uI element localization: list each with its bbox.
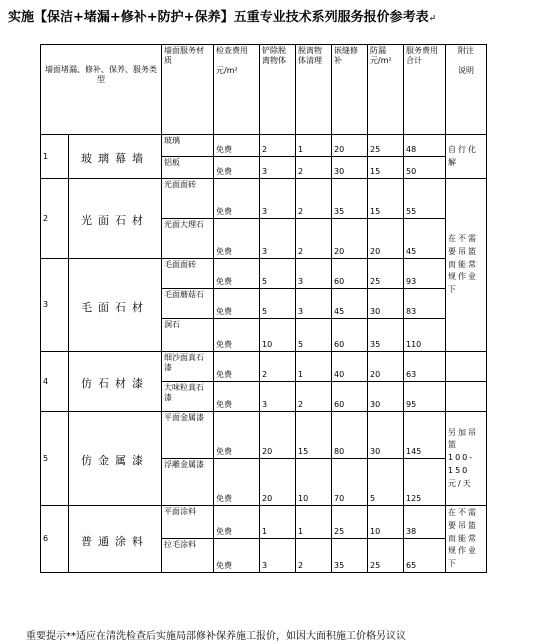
cell-c: 80: [332, 412, 368, 459]
cell-mat: 毛面面砖: [162, 259, 214, 289]
cell-insp: 免费: [214, 179, 260, 219]
remark-cell: 在不需要吊篮而能常规作业下: [446, 179, 487, 352]
cell-c: 60: [332, 319, 368, 352]
cell-a: 20: [260, 459, 296, 506]
cell-t: 55: [404, 179, 446, 219]
cell-d: 15: [368, 157, 404, 179]
cell-c: 40: [332, 352, 368, 382]
table-row: [41, 412, 487, 459]
header-note: 附注 说明: [446, 45, 487, 135]
cell-d: 25: [368, 135, 404, 157]
cell-d: 20: [368, 219, 404, 259]
cell-d: 30: [368, 289, 404, 319]
table-row: [41, 135, 487, 157]
cell-insp: 免费: [214, 506, 260, 539]
cell-insp: 免费: [214, 539, 260, 573]
cell-d: 15: [368, 179, 404, 219]
remark-cell: 自行化解: [446, 135, 487, 179]
header-material: 墙面服务材质: [162, 45, 214, 135]
price-table: [40, 44, 487, 573]
cell-mat: 平面金属漆: [162, 412, 214, 459]
cell-mat: 铝板: [162, 157, 214, 179]
cell-d: 25: [368, 259, 404, 289]
cell-insp: 免费: [214, 319, 260, 352]
cell-t: 93: [404, 259, 446, 289]
header-seam: 嵌缝修补: [332, 45, 368, 135]
cell-b: 3: [296, 259, 332, 289]
cell-d: 35: [368, 319, 404, 352]
cell-a: 20: [260, 412, 296, 459]
cell-t: 45: [404, 219, 446, 259]
table-row: [41, 352, 487, 382]
paragraph-mark-icon: ↵: [428, 14, 437, 24]
cell-mat: 毛面蘑菇石: [162, 289, 214, 319]
remark-empty: [446, 352, 487, 382]
category-name: 光面石材: [69, 179, 162, 259]
cell-t: 145: [404, 412, 446, 459]
cell-mat: 光面面砖: [162, 179, 214, 219]
cell-insp: 免费: [214, 157, 260, 179]
cell-t: 38: [404, 506, 446, 539]
cell-a: 5: [260, 259, 296, 289]
cell-a: 10: [260, 319, 296, 352]
cell-a: 1: [260, 506, 296, 539]
cell-insp: 免费: [214, 219, 260, 259]
cell-mat: 玻璃: [162, 135, 214, 157]
cell-b: 1: [296, 352, 332, 382]
cell-b: 3: [296, 289, 332, 319]
category-number: 1: [41, 135, 69, 179]
cell-t: 50: [404, 157, 446, 179]
cell-d: 20: [368, 352, 404, 382]
cell-b: 1: [296, 135, 332, 157]
cell-t: 65: [404, 539, 446, 573]
cell-t: 125: [404, 459, 446, 506]
cell-d: 30: [368, 382, 404, 412]
cell-mat: 洞石: [162, 319, 214, 352]
cell-c: 60: [332, 382, 368, 412]
remark-cell: 在不需要吊篮而能常规作业下: [446, 506, 487, 573]
table-row: [41, 506, 487, 539]
cell-b: 15: [296, 412, 332, 459]
cell-b: 10: [296, 459, 332, 506]
category-number: 5: [41, 412, 69, 506]
category-number: 6: [41, 506, 69, 573]
remark-cell: 另加吊篮 100-150 元/天: [446, 412, 487, 506]
cell-d: 5: [368, 459, 404, 506]
cell-c: 35: [332, 179, 368, 219]
cell-c: 20: [332, 135, 368, 157]
cell-d: 30: [368, 412, 404, 459]
cell-insp: 免费: [214, 459, 260, 506]
table-row: [41, 259, 487, 289]
cell-insp: 免费: [214, 412, 260, 459]
cell-t: 110: [404, 319, 446, 352]
cell-a: 2: [260, 135, 296, 157]
cell-c: 30: [332, 157, 368, 179]
cell-insp: 免费: [214, 289, 260, 319]
cell-d: 10: [368, 506, 404, 539]
category-name: 仿金属漆: [69, 412, 162, 506]
cell-t: 95: [404, 382, 446, 412]
cell-a: 3: [260, 219, 296, 259]
category-name: 毛面石材: [69, 259, 162, 352]
table-body: [41, 135, 487, 573]
cell-mat: 拉毛涂料: [162, 539, 214, 573]
category-name: 仿石材漆: [69, 352, 162, 412]
category-number: 2: [41, 179, 69, 259]
cell-t: 48: [404, 135, 446, 157]
category-name: 普通涂料: [69, 506, 162, 573]
cell-t: 63: [404, 352, 446, 382]
cell-c: 35: [332, 539, 368, 573]
cell-insp: 免费: [214, 259, 260, 289]
cell-mat: 平面涂料: [162, 506, 214, 539]
header-waterproof: 防漏元/m²: [368, 45, 404, 135]
cell-a: 3: [260, 157, 296, 179]
header-service-type: 墙面堵漏、修补、保养、服务类型: [41, 45, 162, 135]
cell-b: 2: [296, 179, 332, 219]
cell-insp: 免费: [214, 352, 260, 382]
cell-mat: 浮雕金属漆: [162, 459, 214, 506]
footer-note: 重要提示**适应在清洗检查后实施局部修补保养施工报价，如因大面积施工价格另议议: [26, 631, 406, 642]
cell-a: 5: [260, 289, 296, 319]
cell-b: 1: [296, 506, 332, 539]
cell-b: 2: [296, 157, 332, 179]
cell-insp: 免费: [214, 382, 260, 412]
cell-b: 2: [296, 382, 332, 412]
cell-b: 2: [296, 219, 332, 259]
title-text: 实施【保洁+堵漏+修补+防护+保养】五重专业技术系列服务报价参考表: [8, 10, 429, 25]
cell-c: 70: [332, 459, 368, 506]
cell-insp: 免费: [214, 135, 260, 157]
cell-t: 83: [404, 289, 446, 319]
category-name: 玻璃幕墙: [69, 135, 162, 179]
header-remove: 铲除脱离物体: [260, 45, 296, 135]
cell-c: 25: [332, 506, 368, 539]
header-total: 服务费用合计: [404, 45, 446, 135]
cell-c: 20: [332, 219, 368, 259]
category-number: 3: [41, 259, 69, 352]
cell-a: 2: [260, 352, 296, 382]
cell-a: 3: [260, 539, 296, 573]
cell-d: 25: [368, 539, 404, 573]
table-row: [41, 179, 487, 219]
document-title: [8, 6, 536, 25]
header-clean: 脱离物体清理: [296, 45, 332, 135]
cell-mat: 细沙面真石漆: [162, 352, 214, 382]
cell-c: 60: [332, 259, 368, 289]
header-inspection-fee: 检查费用 元/m²: [214, 45, 260, 135]
table-header-row: [41, 45, 487, 135]
cell-mat: 大味粒真石漆: [162, 382, 214, 412]
cell-b: 5: [296, 319, 332, 352]
remark-empty: [446, 382, 487, 412]
cell-a: 3: [260, 382, 296, 412]
cell-c: 45: [332, 289, 368, 319]
cell-a: 3: [260, 179, 296, 219]
cell-mat: 光面大理石: [162, 219, 214, 259]
category-number: 4: [41, 352, 69, 412]
cell-b: 2: [296, 539, 332, 573]
